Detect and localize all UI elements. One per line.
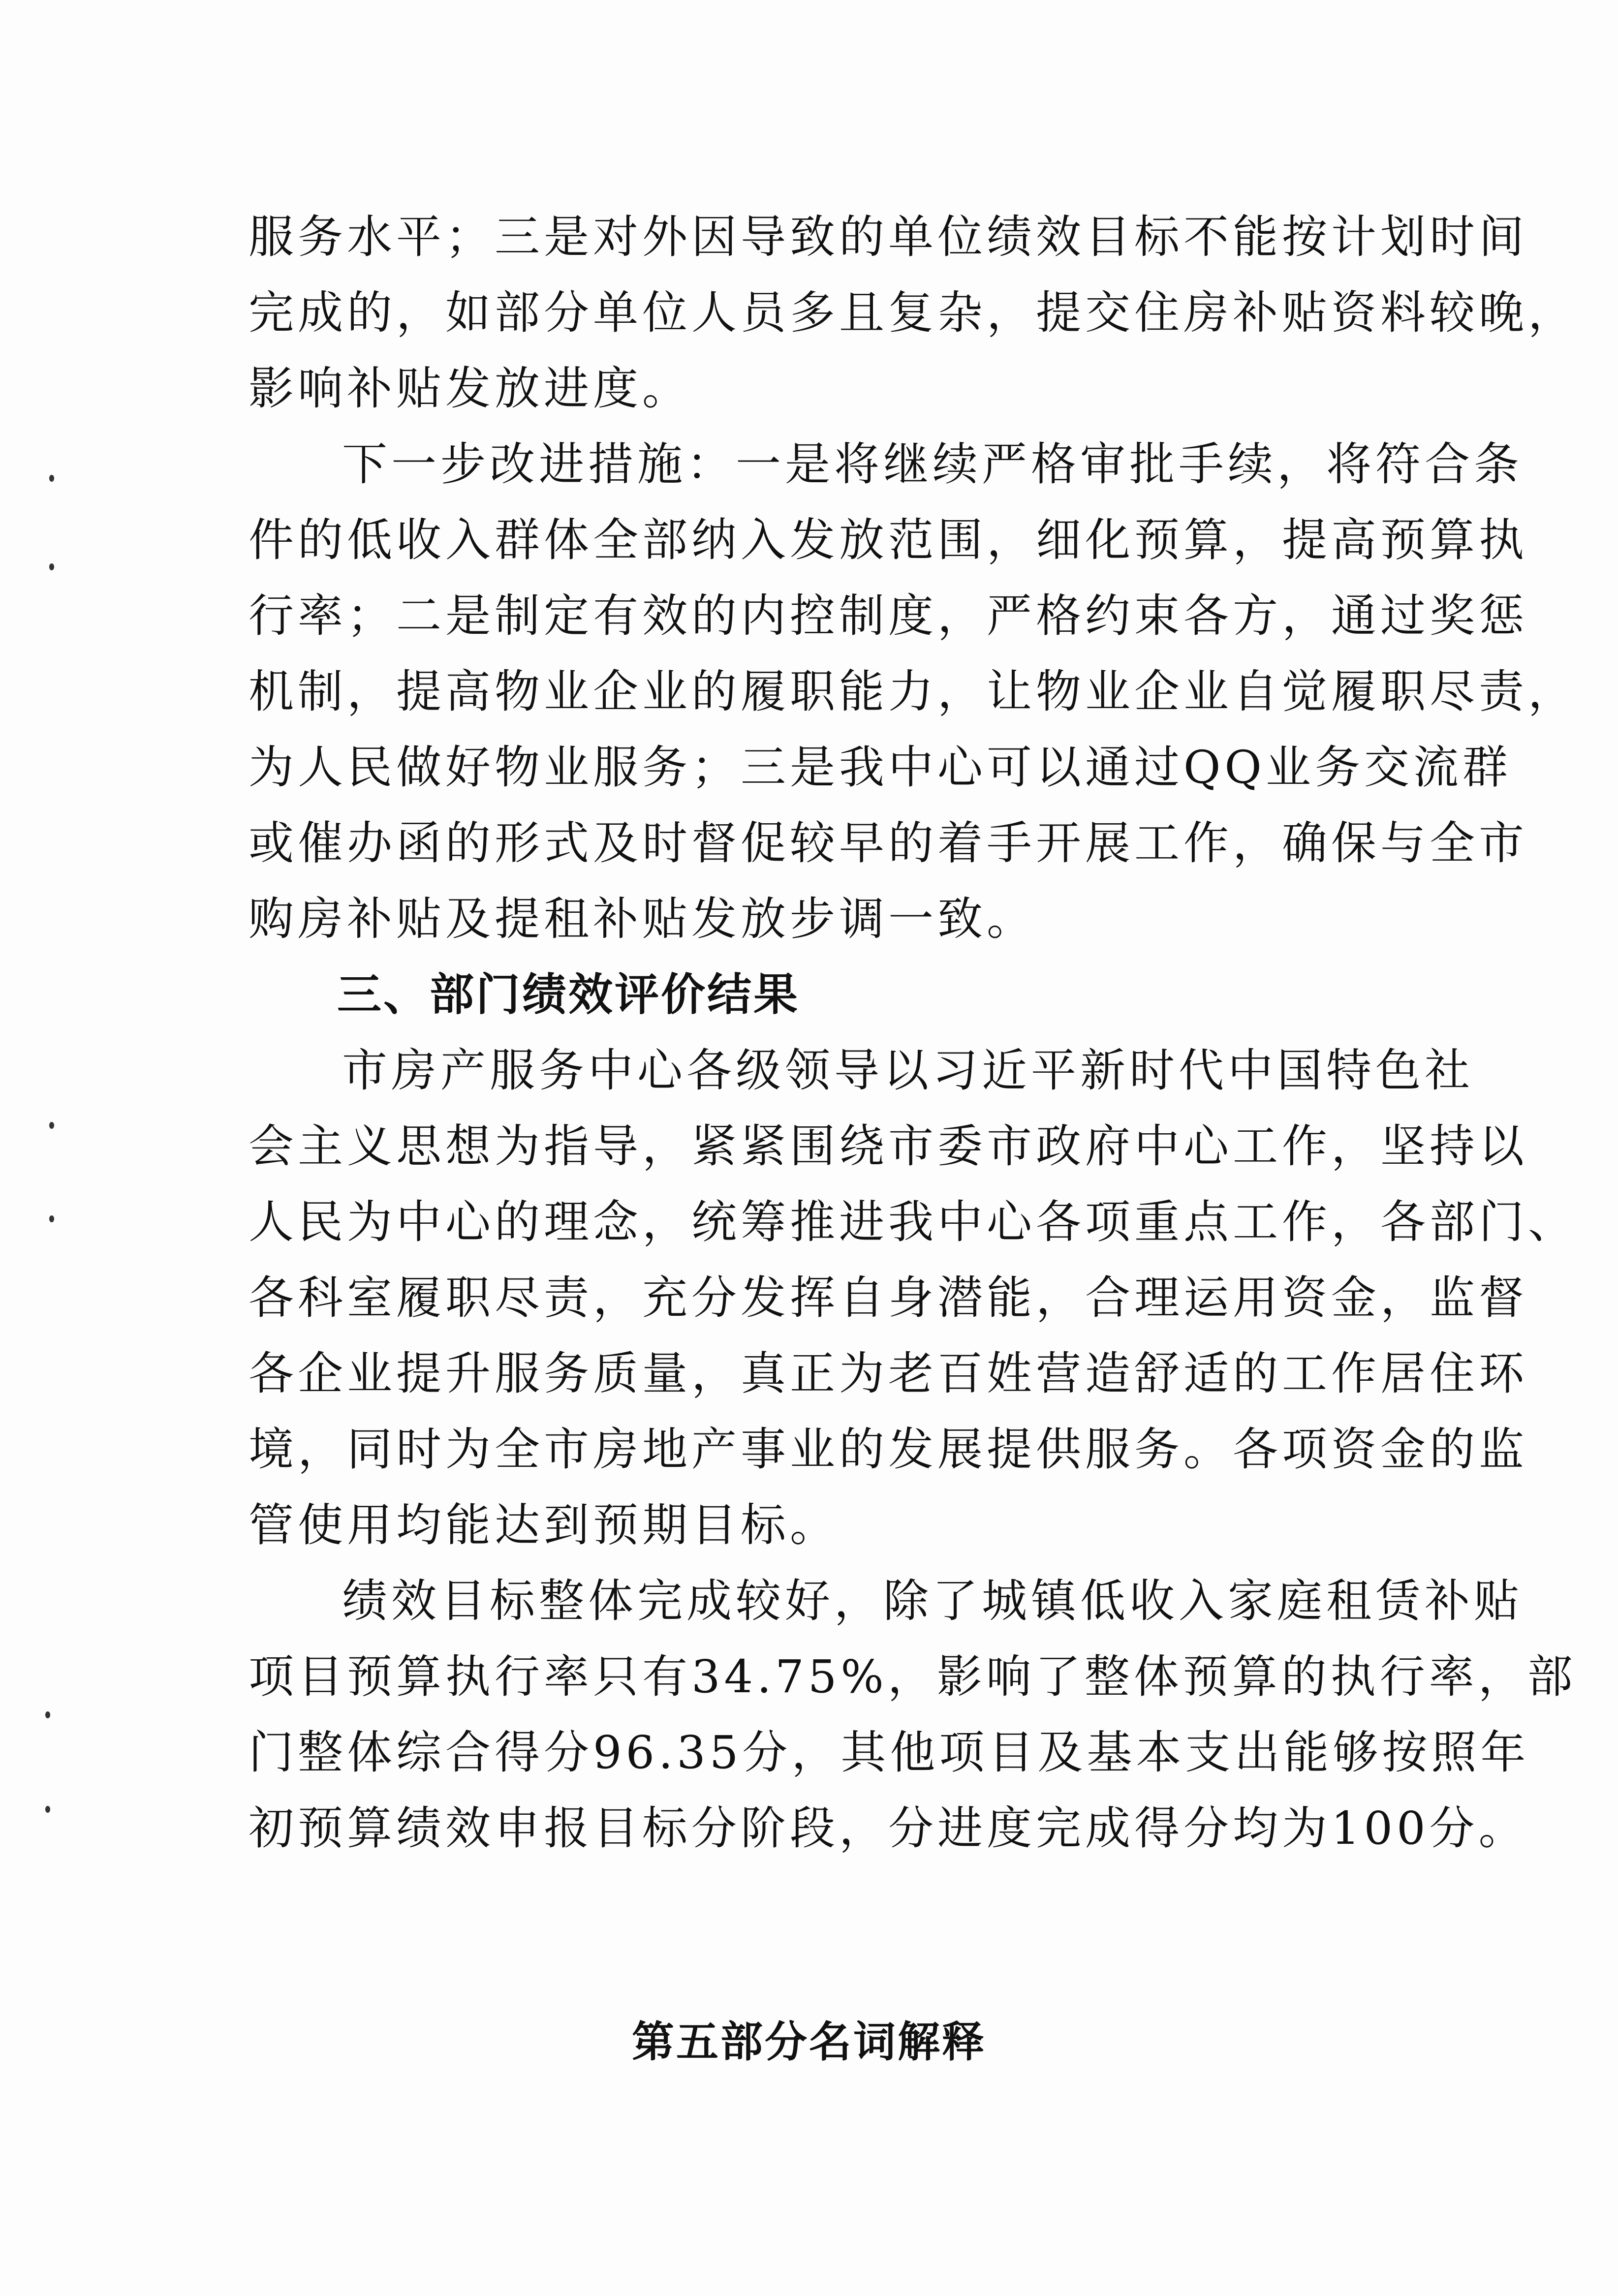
paragraph-line: 各科室履职尽责，充分发挥自身潜能，合理运用资金，监督	[249, 1272, 1528, 1324]
body-text	[249, 199, 1578, 1866]
paragraph-line: 影响补贴发放进度。	[249, 362, 692, 415]
paragraph-line: 服务水平；三是对外因导致的单位绩效目标不能按计划时间	[249, 211, 1528, 263]
paragraph-line: 项目预算执行率只有34.75%，影响了整体预算的执行率，部	[249, 1650, 1577, 1703]
binder-hole-mark	[49, 475, 54, 482]
paragraph-line: 行率；二是制定有效的内控制度，严格约束各方，通过奖惩	[249, 590, 1528, 642]
paragraph-line: 门整体综合得分96.35分，其他项目及基本支出能够按照年	[249, 1726, 1530, 1779]
paragraph-line: 完成的，如部分单位人员多且复杂，提交住房补贴资料较晚，	[249, 286, 1578, 339]
paragraph-line: 管使用均能达到预期目标。	[249, 1499, 840, 1551]
paragraph-line: 或催办函的形式及时督促较早的着手开展工作，确保与全市	[249, 817, 1528, 869]
paragraph-line: 下一步改进措施：一是将继续严格审批手续，将符合条	[342, 438, 1524, 491]
part-title: 第五部分名词解释	[632, 2017, 986, 2067]
binder-hole-mark	[49, 1215, 54, 1222]
binder-hole-mark	[49, 563, 54, 570]
paragraph-line: 市房产服务中心各级领导以习近平新时代中国特色社	[342, 1044, 1474, 1097]
binder-hole-mark	[45, 1711, 50, 1718]
paragraph-line: 购房补贴及提租补贴发放步调一致。	[249, 893, 1036, 945]
paragraph-line: 初预算绩效申报目标分阶段，分进度完成得分均为100分。	[249, 1802, 1528, 1855]
paragraph-line: 人民为中心的理念，统筹推进我中心各项重点工作，各部门、	[249, 1196, 1578, 1248]
binder-hole-mark	[49, 1122, 54, 1129]
paragraph-line: 件的低收入群体全部纳入发放范围，细化预算，提高预算执	[249, 514, 1528, 566]
paragraph-line: 机制，提高物业企业的履职能力，让物业企业自觉履职尽责，	[249, 665, 1578, 718]
paragraph-line: 会主义思想为指导，紧紧围绕市委市政府中心工作，坚持以	[249, 1120, 1528, 1173]
paragraph-line: 境，同时为全市房地产事业的发展提供服务。各项资金的监	[249, 1423, 1528, 1476]
paragraph-line: 为人民做好物业服务；三是我中心可以通过QQ业务交流群	[249, 741, 1512, 794]
section-heading: 三、部门绩效评价结果	[337, 969, 800, 1021]
paragraph-line: 各企业提升服务质量，真正为老百姓营造舒适的工作居住环	[249, 1347, 1528, 1400]
paragraph-line: 绩效目标整体完成较好，除了城镇低收入家庭租赁补贴	[342, 1575, 1524, 1627]
binder-hole-mark	[45, 1806, 50, 1813]
